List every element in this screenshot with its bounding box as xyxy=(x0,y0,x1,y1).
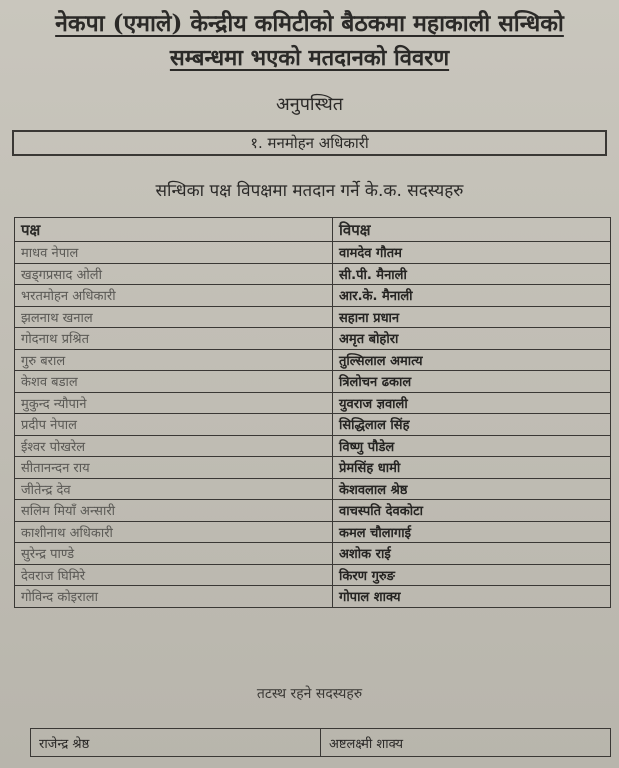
table-row xyxy=(15,543,611,565)
against-member-cell: प्रेमसिंह धामी xyxy=(333,457,611,479)
title-line-1: नेकपा (एमाले) केन्द्रीय कमिटीको बैठकमा महाकाली सन्धिको xyxy=(55,10,564,37)
against-member-cell: युवराज ज्ञवाली xyxy=(333,392,611,414)
neutral-heading: तटस्थ रहने सदस्यहरु xyxy=(256,686,363,702)
neutral-member: अष्टलक्ष्मी शाक्य xyxy=(321,729,611,757)
for-member-cell: प्रदीप नेपाल xyxy=(15,414,333,436)
neutral-row xyxy=(31,729,611,757)
for-member-cell: देवराज घिमिरे xyxy=(15,564,333,586)
against-member-cell: सी.पी. मैनाली xyxy=(333,263,611,285)
against-member-cell: वामदेव गौतम xyxy=(333,242,611,264)
against-member-cell: विष्णु पौडेल xyxy=(333,435,611,457)
neutral-member: राजेन्द्र श्रेष्ठ xyxy=(31,729,321,757)
against-member-cell: आर.के. मैनाली xyxy=(333,285,611,307)
table-row xyxy=(15,435,611,457)
against-member-cell: सहाना प्रधान xyxy=(333,306,611,328)
for-member-cell: सलिम मियाँ अन्सारी xyxy=(15,500,333,522)
against-member-cell: गोपाल शाक्य xyxy=(333,586,611,608)
table-row xyxy=(15,306,611,328)
against-member-cell: अशोक राई xyxy=(333,543,611,565)
for-member-cell: जीतेन्द्र देव xyxy=(15,478,333,500)
table-row xyxy=(15,478,611,500)
table-row xyxy=(15,263,611,285)
for-member-cell: झलनाथ खनाल xyxy=(15,306,333,328)
header-against: विपक्ष xyxy=(333,218,611,242)
for-member-cell: केशव बडाल xyxy=(15,371,333,393)
table-row xyxy=(15,521,611,543)
header-for: पक्ष xyxy=(15,218,333,242)
vote-table-body xyxy=(15,242,611,608)
table-row xyxy=(15,242,611,264)
absent-member-box xyxy=(12,130,607,156)
against-member-cell: अमृत बोहोरा xyxy=(333,328,611,350)
neutral-table xyxy=(30,728,611,757)
against-member-cell: त्रिलोचन ढकाल xyxy=(333,371,611,393)
table-row xyxy=(15,328,611,350)
table-row xyxy=(15,371,611,393)
for-member-cell: मुकुन्द न्यौपाने xyxy=(15,392,333,414)
absent-label: अनुपस्थित xyxy=(275,94,344,115)
against-member-cell: सिद्धिलाल सिंह xyxy=(333,414,611,436)
for-member-cell: खड्गप्रसाद ओली xyxy=(15,263,333,285)
for-member-cell: काशीनाथ अधिकारी xyxy=(15,521,333,543)
for-member-cell: गुरु बराल xyxy=(15,349,333,371)
for-member-cell: सीतानन्दन राय xyxy=(15,457,333,479)
vote-table xyxy=(14,217,611,608)
table-row xyxy=(15,564,611,586)
against-member-cell: केशवलाल श्रेष्ठ xyxy=(333,478,611,500)
for-member-cell: सुरेन्द्र पाण्डे xyxy=(15,543,333,565)
for-member-cell: ईश्वर पोखरेल xyxy=(15,435,333,457)
for-member-cell: माधव नेपाल xyxy=(15,242,333,264)
table-row xyxy=(15,500,611,522)
table-row xyxy=(15,392,611,414)
for-member-cell: भरतमोहन अधिकारी xyxy=(15,285,333,307)
table-row xyxy=(15,414,611,436)
against-member-cell: तुल्सिलाल अमात्य xyxy=(333,349,611,371)
against-member-cell: किरण गुरुङ xyxy=(333,564,611,586)
title-line-2: सम्बन्धमा भएको मतदानको विवरण xyxy=(169,45,450,71)
table-row xyxy=(15,586,611,608)
for-member-cell: गोदनाथ प्रश्रित xyxy=(15,328,333,350)
vote-heading: सन्धिका पक्ष विपक्षमा मतदान गर्ने के.क. सदस्यहरु xyxy=(155,181,464,201)
table-row xyxy=(15,457,611,479)
against-member-cell: वाचस्पति देवकोटा xyxy=(333,500,611,522)
absent-member: १. मनमोहन अधिकारी xyxy=(250,134,369,152)
against-member-cell: कमल चौलागाई xyxy=(333,521,611,543)
vote-table-header xyxy=(15,218,611,242)
table-row xyxy=(15,349,611,371)
table-row xyxy=(15,285,611,307)
for-member-cell: गोविन्द कोइराला xyxy=(15,586,333,608)
